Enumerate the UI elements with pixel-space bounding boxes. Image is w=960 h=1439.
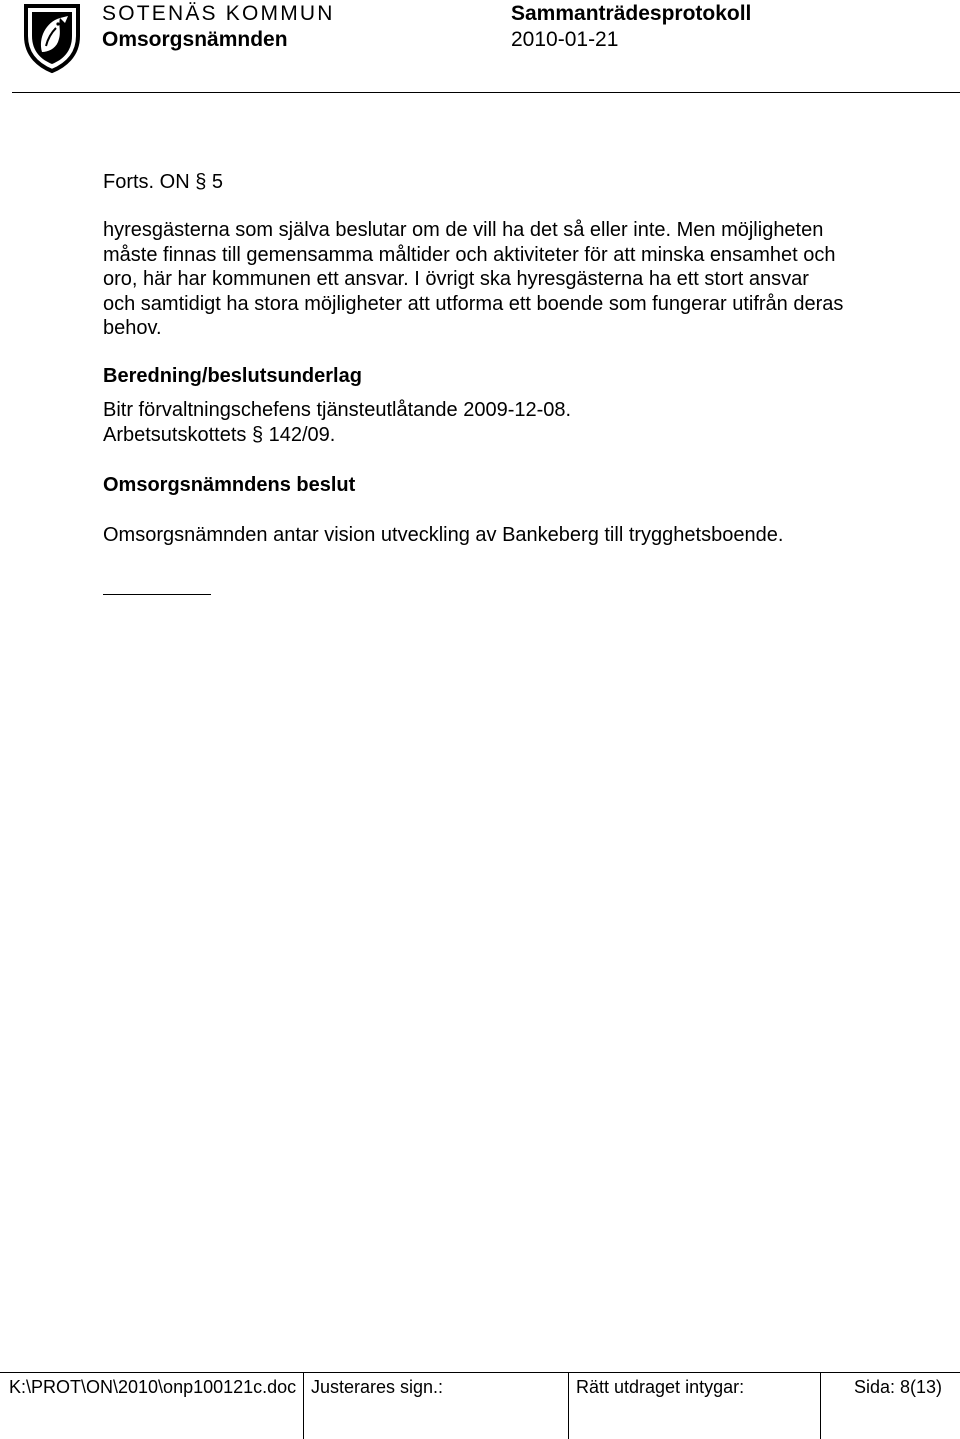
header-divider	[12, 92, 960, 93]
meeting-date: 2010-01-21	[511, 28, 619, 51]
body-paragraph	[103, 218, 843, 341]
end-rule	[103, 594, 211, 595]
municipality-name: SOTENÄS KOMMUN	[102, 2, 335, 25]
basis-item: Bitr förvaltningschefens tjänsteutlåtande 2009-12-08.	[103, 399, 572, 421]
municipal-coat-of-arms-icon	[22, 2, 82, 74]
footer-table	[0, 1372, 960, 1439]
document-type: Sammanträdesprotokoll	[511, 2, 752, 25]
section-heading-decision: Omsorgsnämndens beslut	[103, 474, 356, 496]
paragraph-line: hyresgästerna som själva beslutar om de vill ha det så eller inte. Men möjligheten	[103, 219, 824, 241]
footer-extract-label: Rätt utdraget intygar:	[576, 1377, 745, 1397]
footer-file-path: K:\PROT\ON\2010\onp100121c.doc	[9, 1377, 297, 1397]
decision-text: Omsorgsnämnden antar vision utveckling av Bankeberg till trygghetsboende.	[103, 524, 784, 546]
section-heading-basis: Beredning/beslutsunderlag	[103, 365, 362, 387]
paragraph-line: oro, här har kommunen ett ansvar. I övrigt ska hyresgästerna ha ett stort ansvar	[103, 268, 809, 290]
paragraph-line: och samtidigt ha stora möjligheter att utforma ett boende som fungerar utifrån deras	[103, 292, 844, 315]
footer-page-number: Sida: 8(13)	[854, 1377, 943, 1397]
footer-justify-label: Justerares sign.:	[311, 1377, 444, 1397]
basis-list	[103, 398, 571, 447]
basis-item: Arbetsutskottets § 142/09.	[103, 423, 336, 446]
continuation-heading: Forts. ON § 5	[103, 171, 224, 193]
committee-name: Omsorgsnämnden	[102, 28, 288, 51]
footer-divider	[568, 1373, 569, 1439]
footer-divider	[820, 1373, 821, 1439]
paragraph-line: behov.	[103, 317, 162, 339]
paragraph-line: måste finnas till gemensamma måltider och aktiviteter för att minska ensamhet och	[103, 243, 836, 266]
footer-divider	[303, 1373, 304, 1439]
